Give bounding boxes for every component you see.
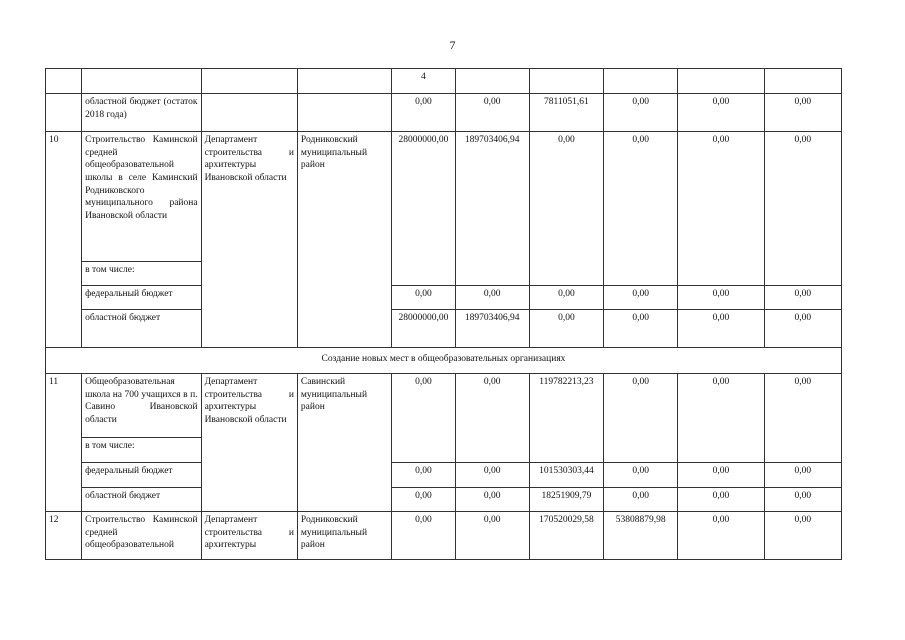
value-cell: 0,00 (529, 310, 603, 348)
column-number-4: 4 (392, 69, 455, 94)
table-row (46, 310, 842, 348)
value-cell: 0,00 (455, 488, 529, 512)
value-cell: 0,00 (678, 94, 764, 132)
table-cell (201, 94, 297, 132)
value-cell: 0,00 (678, 374, 764, 463)
value-cell: 0,00 (392, 286, 455, 310)
value-cell: 0,00 (529, 132, 603, 286)
value-cell: 0,00 (455, 512, 529, 560)
value-cell: 0,00 (764, 374, 841, 463)
value-cell: 0,00 (455, 374, 529, 463)
value-cell: 28000000,00 (392, 310, 455, 348)
value-cell: 119782213,23 (529, 374, 603, 463)
object-name: Строительство Каминской средней общеобразовательной (82, 512, 201, 560)
row-label: федеральный бюджет (82, 463, 201, 488)
value-cell: 0,00 (678, 310, 764, 348)
row-number: 11 (46, 374, 82, 512)
value-cell: 0,00 (604, 310, 678, 348)
value-cell: 0,00 (764, 310, 841, 348)
table-row (46, 286, 842, 310)
value-cell: 7811051,61 (529, 94, 603, 132)
object-name: Строительство Каминской средней общеобразовательной школы в селе Каминский Родниковского муниципального района Ивановской области (82, 132, 201, 262)
budget-table (45, 68, 842, 560)
table-cell (529, 69, 603, 94)
row-number: 10 (46, 132, 82, 348)
district: Родниковский муниципальный район (297, 512, 391, 560)
value-cell: 0,00 (392, 94, 455, 132)
row-number: 12 (46, 512, 82, 560)
table-cell (455, 69, 529, 94)
value-cell: 189703406,94 (455, 310, 529, 348)
table-cell (82, 69, 201, 94)
page-number: 7 (449, 38, 456, 52)
value-cell: 0,00 (678, 463, 764, 488)
value-cell: 0,00 (764, 488, 841, 512)
value-cell: 0,00 (529, 286, 603, 310)
value-cell: 0,00 (678, 512, 764, 560)
value-cell: 0,00 (455, 286, 529, 310)
value-cell: 0,00 (764, 463, 841, 488)
table-row (46, 488, 842, 512)
executor: Департамент строительства и архитектуры Ивановской области (201, 374, 297, 512)
table-cell (604, 69, 678, 94)
value-cell: 0,00 (455, 463, 529, 488)
object-name: Общеобразовательная школа на 700 учащихся в п. Савино Ивановской области (82, 374, 201, 438)
value-cell: 0,00 (392, 374, 455, 463)
row-label: областной бюджет (82, 488, 201, 512)
value-cell: 0,00 (392, 463, 455, 488)
including-label: в том числе: (82, 438, 201, 463)
value-cell: 0,00 (678, 132, 764, 286)
table-row (46, 94, 842, 132)
value-cell: 0,00 (455, 94, 529, 132)
table-cell (764, 69, 841, 94)
value-cell: 0,00 (604, 94, 678, 132)
section-title: Создание новых мест в общеобразовательных организациях (46, 348, 842, 374)
district: Савинский муниципальный район (297, 374, 391, 512)
value-cell: 0,00 (392, 488, 455, 512)
row-label: областной бюджет (остаток 2018 года) (82, 94, 201, 132)
table-cell (201, 69, 297, 94)
including-label: в том числе: (82, 262, 201, 286)
value-cell: 0,00 (604, 374, 678, 463)
value-cell: 101530303,44 (529, 463, 603, 488)
district: Родниковский муниципальный район (297, 132, 391, 348)
value-cell: 0,00 (604, 132, 678, 286)
table-row (46, 463, 842, 488)
value-cell: 0,00 (392, 512, 455, 560)
value-cell: 0,00 (764, 512, 841, 560)
column-number-row (46, 69, 842, 94)
value-cell: 189703406,94 (455, 132, 529, 286)
executor: Департамент строительства и архитектуры (201, 512, 297, 560)
executor: Департамент строительства и архитектуры Ивановской области (201, 132, 297, 348)
table-row (46, 512, 842, 560)
value-cell: 0,00 (678, 488, 764, 512)
table-cell (297, 94, 391, 132)
table-cell (46, 69, 82, 94)
table-cell (297, 69, 391, 94)
value-cell: 18251909,79 (529, 488, 603, 512)
value-cell: 0,00 (764, 286, 841, 310)
value-cell: 28000000,00 (392, 132, 455, 286)
row-label: федеральный бюджет (82, 286, 201, 310)
value-cell: 53808879,98 (604, 512, 678, 560)
table-cell (46, 94, 82, 132)
table-cell (678, 69, 764, 94)
value-cell: 0,00 (678, 286, 764, 310)
row-label: областной бюджет (82, 310, 201, 348)
value-cell: 0,00 (604, 463, 678, 488)
value-cell: 170520029,58 (529, 512, 603, 560)
value-cell: 0,00 (604, 488, 678, 512)
table-row (46, 374, 842, 438)
value-cell: 0,00 (764, 132, 841, 286)
value-cell: 0,00 (764, 94, 841, 132)
section-row (46, 348, 842, 374)
table-row (46, 132, 842, 262)
value-cell: 0,00 (604, 286, 678, 310)
